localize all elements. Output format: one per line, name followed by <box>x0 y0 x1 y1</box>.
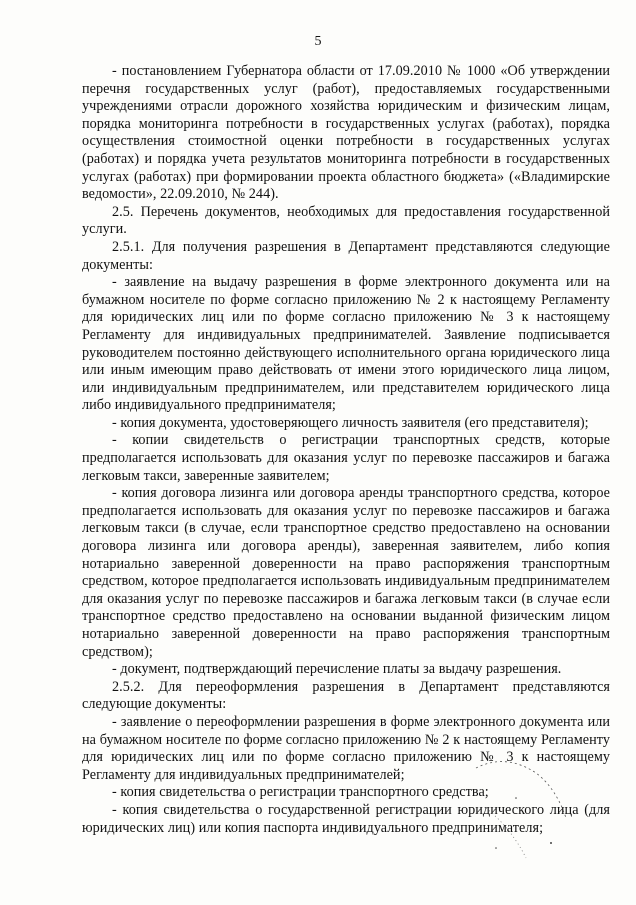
list-item-state-registration-copy: - копия свидетельства о государственной регистрации юридического лица (для юридических лиц) или копия паспорта индивидуального предпринимателя; <box>82 801 610 836</box>
list-item-vehicle-registration-copy: - копия свидетельства о регистрации транспортного средства; <box>112 784 489 801</box>
list-item-identity-document: - копия документа, удостоверяющего личность заявителя (его представителя); <box>112 414 589 431</box>
paragraph-2-5-1-intro: 2.5.1. Для получения разрешения в Департамент представляются следующие документы: <box>82 238 610 273</box>
scan-noise-marks <box>466 748 576 868</box>
document-body <box>82 63 610 837</box>
list-item-lease-agreement: - копия договора лизинга или договора аренды транспортного средства, которое предполагается использовать для оказания услуг по перевозке пассажиров и багажа легковым такси (в случае, если транспортное средство предоставлено на основании договора лизинга или договора аренды), заверенная заявителем, либо копия нотариально заверенной доверенности на право распоряжения транспортным средством, которое предполагается использовать индивидуальным предпринимателем для оказания услуг по перевозке пассажиров и багажа легковым такси (в случае если транспортное средство предоставлено на основании выданной физическим лицом нотариально заверенной доверенности на право распоряжения транспортным средством); <box>82 485 610 660</box>
page-number: 5 <box>314 34 322 49</box>
list-item-vehicle-registration-copies: - копии свидетельств о регистрации транспортных средств, которые предполагается использовать для оказания услуг по перевозке пассажиров и багажа легковым такси, заверенные заявителем; <box>82 432 610 484</box>
paragraph-2-5-2-intro: 2.5.2. Для переоформления разрешения в Департамент представляются следующие документы: <box>82 678 610 713</box>
paragraph-2-5-heading: 2.5. Перечень документов, необходимых для предоставления государственной услуги. <box>82 203 610 238</box>
list-item-reissue-application: - заявление о переоформлении разрешения в форме электронного документа или на бумажном носителе по форме согласно приложению № 2 к настоящему Регламенту для юридических лиц или по форме согласно приложению № 3 к настоящему Регламенту для индивидуальных предпринимателей; <box>82 713 610 783</box>
list-item-payment-document: - документ, подтверждающий перечисление платы за выдачу разрешения. <box>112 661 562 678</box>
paragraph-governor-decree: - постановлением Губернатора области от 17.09.2010 № 1000 «Об утверждении перечня государственных услуг (работ), предоставляемых государственными учреждениями отрасли дорожного хозяйства юридическим и физическим лицам, порядка мониторинга потребности в государственных услугах (работах), порядка осуществления стоимостной оценки потребности в государственных услугах (работах) и порядка учета результатов мониторинга потребности в государственных услугах (работах) при формировании проекта областного бюджета» («Владимирские ведомости», 22.09.2010, № 244). <box>82 63 610 203</box>
list-item-application: - заявление на выдачу разрешения в форме электронного документа или на бумажном носителе по форме согласно приложению № 2 к настоящему Регламенту для юридических лиц или по форме согласно приложению № 3 к настоящему Регламенту для индивидуальных предпринимателей. Заявление подписывается руководителем постоянно действующего исполнительного органа юридического лица или иным имеющим право действовать от имени этого юридического лица лицом, или индивидуальным предпринимателем, или представителем юридического лица либо индивидуального предпринимателя; <box>82 274 610 414</box>
